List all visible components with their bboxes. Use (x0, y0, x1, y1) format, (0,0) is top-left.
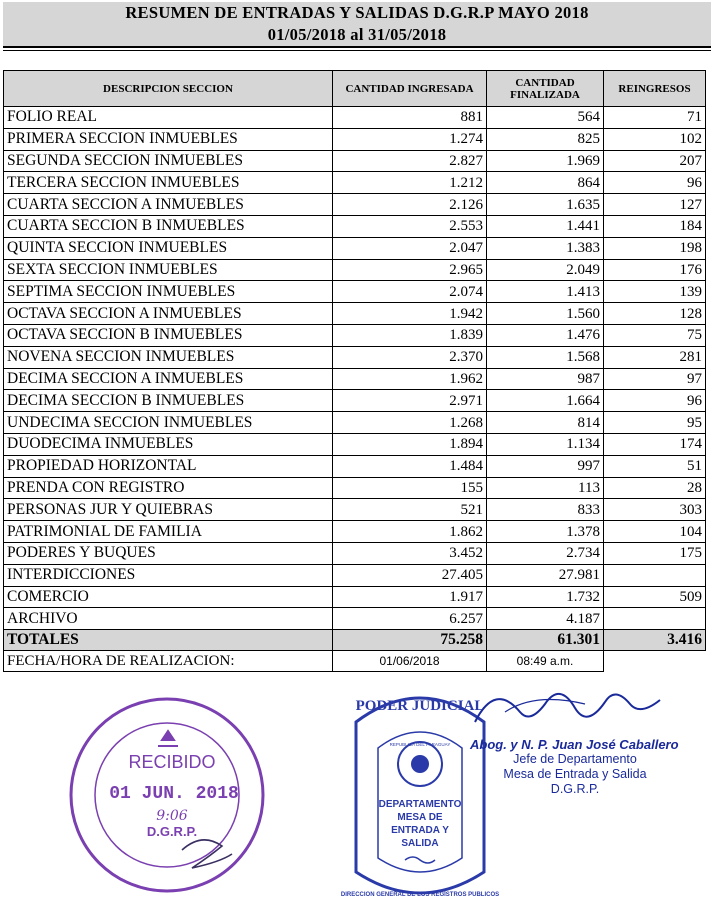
row-cantidad-finalizada: 814 (487, 412, 604, 434)
row-reingresos (604, 564, 706, 586)
row-reingresos: 303 (604, 499, 706, 521)
row-cantidad-ingresada: 1.917 (333, 586, 487, 608)
table-row (4, 542, 706, 564)
row-cantidad-finalizada: 564 (487, 107, 604, 129)
seal-ring-text: DIRECCION GENERAL DE LOS REGISTROS PUBLICOS (340, 892, 500, 898)
row-description: CUARTA SECCION B INMUEBLES (4, 215, 333, 237)
row-reingresos: 96 (604, 390, 706, 412)
row-cantidad-ingresada: 3.452 (333, 542, 487, 564)
seal-flourish (405, 857, 435, 863)
row-cantidad-finalizada: 1.560 (487, 303, 604, 325)
row-description: TERCERA SECCION INMUEBLES (4, 172, 333, 194)
stamp-received-label: RECIBIDO (128, 752, 216, 772)
row-cantidad-ingresada: 2.553 (333, 215, 487, 237)
fecha-label: FECHA/HORA DE REALIZACION: (4, 651, 333, 672)
total-reingresos: 3.416 (604, 630, 706, 651)
row-description: DUODECIMA INMUEBLES (4, 433, 333, 455)
totals-row (4, 630, 706, 651)
table-row (4, 303, 706, 325)
table-row (4, 412, 706, 434)
fecha-date: 01/06/2018 (333, 651, 487, 672)
totals-label: TOTALES (4, 630, 333, 651)
row-cantidad-ingresada: 155 (333, 477, 487, 499)
row-reingresos (604, 608, 706, 630)
row-reingresos: 128 (604, 303, 706, 325)
summary-table (3, 70, 706, 672)
total-finalizada: 61.301 (487, 630, 604, 651)
table-row (4, 521, 706, 543)
fecha-time: 08:49 a.m. (487, 651, 604, 672)
table-row (4, 499, 706, 521)
row-description: PROPIEDAD HORIZONTAL (4, 455, 333, 477)
table-row (4, 215, 706, 237)
row-reingresos: 281 (604, 346, 706, 368)
row-reingresos: 104 (604, 521, 706, 543)
row-cantidad-finalizada: 2.049 (487, 259, 604, 281)
row-cantidad-finalizada: 1.969 (487, 150, 604, 172)
row-description: SEGUNDA SECCION INMUEBLES (4, 150, 333, 172)
received-stamp (62, 690, 282, 910)
row-cantidad-finalizada: 1.134 (487, 433, 604, 455)
row-reingresos: 184 (604, 215, 706, 237)
row-description: SEXTA SECCION INMUEBLES (4, 259, 333, 281)
fecha-empty (604, 651, 706, 672)
table-row (4, 586, 706, 608)
header-divider (3, 50, 711, 51)
table-row (4, 433, 706, 455)
row-description: PERSONAS JUR Y QUIEBRAS (4, 499, 333, 521)
row-reingresos: 176 (604, 259, 706, 281)
stamp-received-time: 9:06 (156, 808, 188, 824)
seal-line4-text: SALIDA (401, 838, 439, 849)
row-reingresos: 102 (604, 128, 706, 150)
row-cantidad-ingresada: 2.074 (333, 281, 487, 303)
row-reingresos: 139 (604, 281, 706, 303)
row-cantidad-finalizada: 987 (487, 368, 604, 390)
row-cantidad-finalizada: 825 (487, 128, 604, 150)
row-cantidad-finalizada: 1.383 (487, 237, 604, 259)
stamp-emblem-icon (158, 731, 178, 746)
row-cantidad-finalizada: 1.476 (487, 324, 604, 346)
row-cantidad-ingresada: 2.370 (333, 346, 487, 368)
table-row (4, 128, 706, 150)
row-cantidad-ingresada: 2.971 (333, 390, 487, 412)
row-reingresos: 71 (604, 107, 706, 129)
row-cantidad-finalizada: 1.664 (487, 390, 604, 412)
report-title: RESUMEN DE ENTRADAS Y SALIDAS D.G.R.P MAYO 2018 (3, 2, 711, 24)
row-cantidad-ingresada: 2.965 (333, 259, 487, 281)
table-row (4, 259, 706, 281)
stamp-received-date: 01 JUN. 2018 (109, 784, 239, 804)
row-cantidad-finalizada: 113 (487, 477, 604, 499)
row-cantidad-ingresada: 1.962 (333, 368, 487, 390)
table-row (4, 368, 706, 390)
row-description: PATRIMONIAL DE FAMILIA (4, 521, 333, 543)
row-reingresos: 127 (604, 194, 706, 216)
signatory-office: D.G.R.P. (550, 782, 600, 796)
row-cantidad-ingresada: 1.942 (333, 303, 487, 325)
row-reingresos: 51 (604, 455, 706, 477)
table-row (4, 324, 706, 346)
table-row (4, 150, 706, 172)
seal-line3-text: ENTRADA Y (391, 825, 449, 836)
row-reingresos: 207 (604, 150, 706, 172)
row-description: SEPTIMA SECCION INMUEBLES (4, 281, 333, 303)
row-description: UNDECIMA SECCION INMUEBLES (4, 412, 333, 434)
row-cantidad-finalizada: 864 (487, 172, 604, 194)
row-description: PRIMERA SECCION INMUEBLES (4, 128, 333, 150)
row-cantidad-finalizada: 1.635 (487, 194, 604, 216)
row-cantidad-ingresada: 1.839 (333, 324, 487, 346)
row-cantidad-ingresada: 2.047 (333, 237, 487, 259)
table-row (4, 477, 706, 499)
row-cantidad-finalizada: 1.441 (487, 215, 604, 237)
row-description: FOLIO REAL (4, 107, 333, 129)
row-cantidad-ingresada: 881 (333, 107, 487, 129)
row-cantidad-ingresada: 1.268 (333, 412, 487, 434)
row-cantidad-finalizada: 997 (487, 455, 604, 477)
row-reingresos: 96 (604, 172, 706, 194)
column-header-finalizada: CANTIDAD FINALIZADA (487, 71, 604, 107)
table-body (4, 107, 706, 630)
table-row (4, 172, 706, 194)
row-description: CUARTA SECCION A INMUEBLES (4, 194, 333, 216)
row-cantidad-ingresada: 1.894 (333, 433, 487, 455)
table-row (4, 390, 706, 412)
row-cantidad-ingresada: 27.405 (333, 564, 487, 586)
row-cantidad-finalizada: 1.732 (487, 586, 604, 608)
row-cantidad-ingresada: 1.484 (333, 455, 487, 477)
row-cantidad-ingresada: 521 (333, 499, 487, 521)
row-cantidad-ingresada: 1.862 (333, 521, 487, 543)
row-reingresos: 97 (604, 368, 706, 390)
row-reingresos: 174 (604, 433, 706, 455)
signatory-department: Mesa de Entrada y Salida (503, 767, 647, 781)
row-reingresos: 28 (604, 477, 706, 499)
seal-star-icon (411, 755, 429, 773)
row-reingresos: 175 (604, 542, 706, 564)
row-reingresos: 75 (604, 324, 706, 346)
table-row (4, 237, 706, 259)
row-description: PODERES Y BUQUES (4, 542, 333, 564)
table-row (4, 281, 706, 303)
seal-line2-text: MESA DE (397, 812, 443, 823)
row-description: DECIMA SECCION B INMUEBLES (4, 390, 333, 412)
column-header-ingresada: CANTIDAD INGRESADA (333, 71, 487, 107)
table-row (4, 194, 706, 216)
row-cantidad-finalizada: 1.413 (487, 281, 604, 303)
table-row (4, 608, 706, 630)
row-cantidad-ingresada: 1.274 (333, 128, 487, 150)
row-cantidad-finalizada: 1.378 (487, 521, 604, 543)
row-cantidad-finalizada: 27.981 (487, 564, 604, 586)
row-cantidad-finalizada: 833 (487, 499, 604, 521)
fecha-row (4, 651, 706, 672)
seal-top-text: PODER JUDICIAL (355, 698, 485, 714)
row-reingresos: 198 (604, 237, 706, 259)
row-description: ARCHIVO (4, 608, 333, 630)
stamp-received-office: D.G.R.P. (146, 824, 198, 839)
row-description: NOVENA SECCION INMUEBLES (4, 346, 333, 368)
row-reingresos: 509 (604, 586, 706, 608)
report-period: 01/05/2018 al 31/05/2018 (3, 24, 711, 48)
row-description: QUINTA SECCION INMUEBLES (4, 237, 333, 259)
column-header-reingresos: REINGRESOS (604, 71, 706, 107)
table-row (4, 455, 706, 477)
seal-inner-text: REPUBLICA DEL PARAGUAY (389, 742, 451, 747)
column-header-descripcion: DESCRIPCION SECCION (4, 71, 333, 107)
row-cantidad-ingresada: 6.257 (333, 608, 487, 630)
row-cantidad-finalizada: 2.734 (487, 542, 604, 564)
row-description: COMERCIO (4, 586, 333, 608)
seal-dept-text: DEPARTAMENTO (378, 799, 462, 810)
row-cantidad-ingresada: 2.827 (333, 150, 487, 172)
table-header-row (4, 71, 706, 107)
row-cantidad-ingresada: 2.126 (333, 194, 487, 216)
row-description: OCTAVA SECCION B INMUEBLES (4, 324, 333, 346)
table-row (4, 564, 706, 586)
row-cantidad-ingresada: 1.212 (333, 172, 487, 194)
row-reingresos: 95 (604, 412, 706, 434)
table-row (4, 346, 706, 368)
signature-scribble (465, 682, 675, 742)
row-description: OCTAVA SECCION A INMUEBLES (4, 303, 333, 325)
signatory-name: Abog. y N. P. Juan José Caballero (470, 737, 679, 752)
total-ingresada: 75.258 (333, 630, 487, 651)
row-description: DECIMA SECCION A INMUEBLES (4, 368, 333, 390)
table-row (4, 107, 706, 129)
row-cantidad-finalizada: 4.187 (487, 608, 604, 630)
row-description: PRENDA CON REGISTRO (4, 477, 333, 499)
signatory-role: Jefe de Departamento (513, 752, 637, 766)
row-description: INTERDICCIONES (4, 564, 333, 586)
row-cantidad-finalizada: 1.568 (487, 346, 604, 368)
